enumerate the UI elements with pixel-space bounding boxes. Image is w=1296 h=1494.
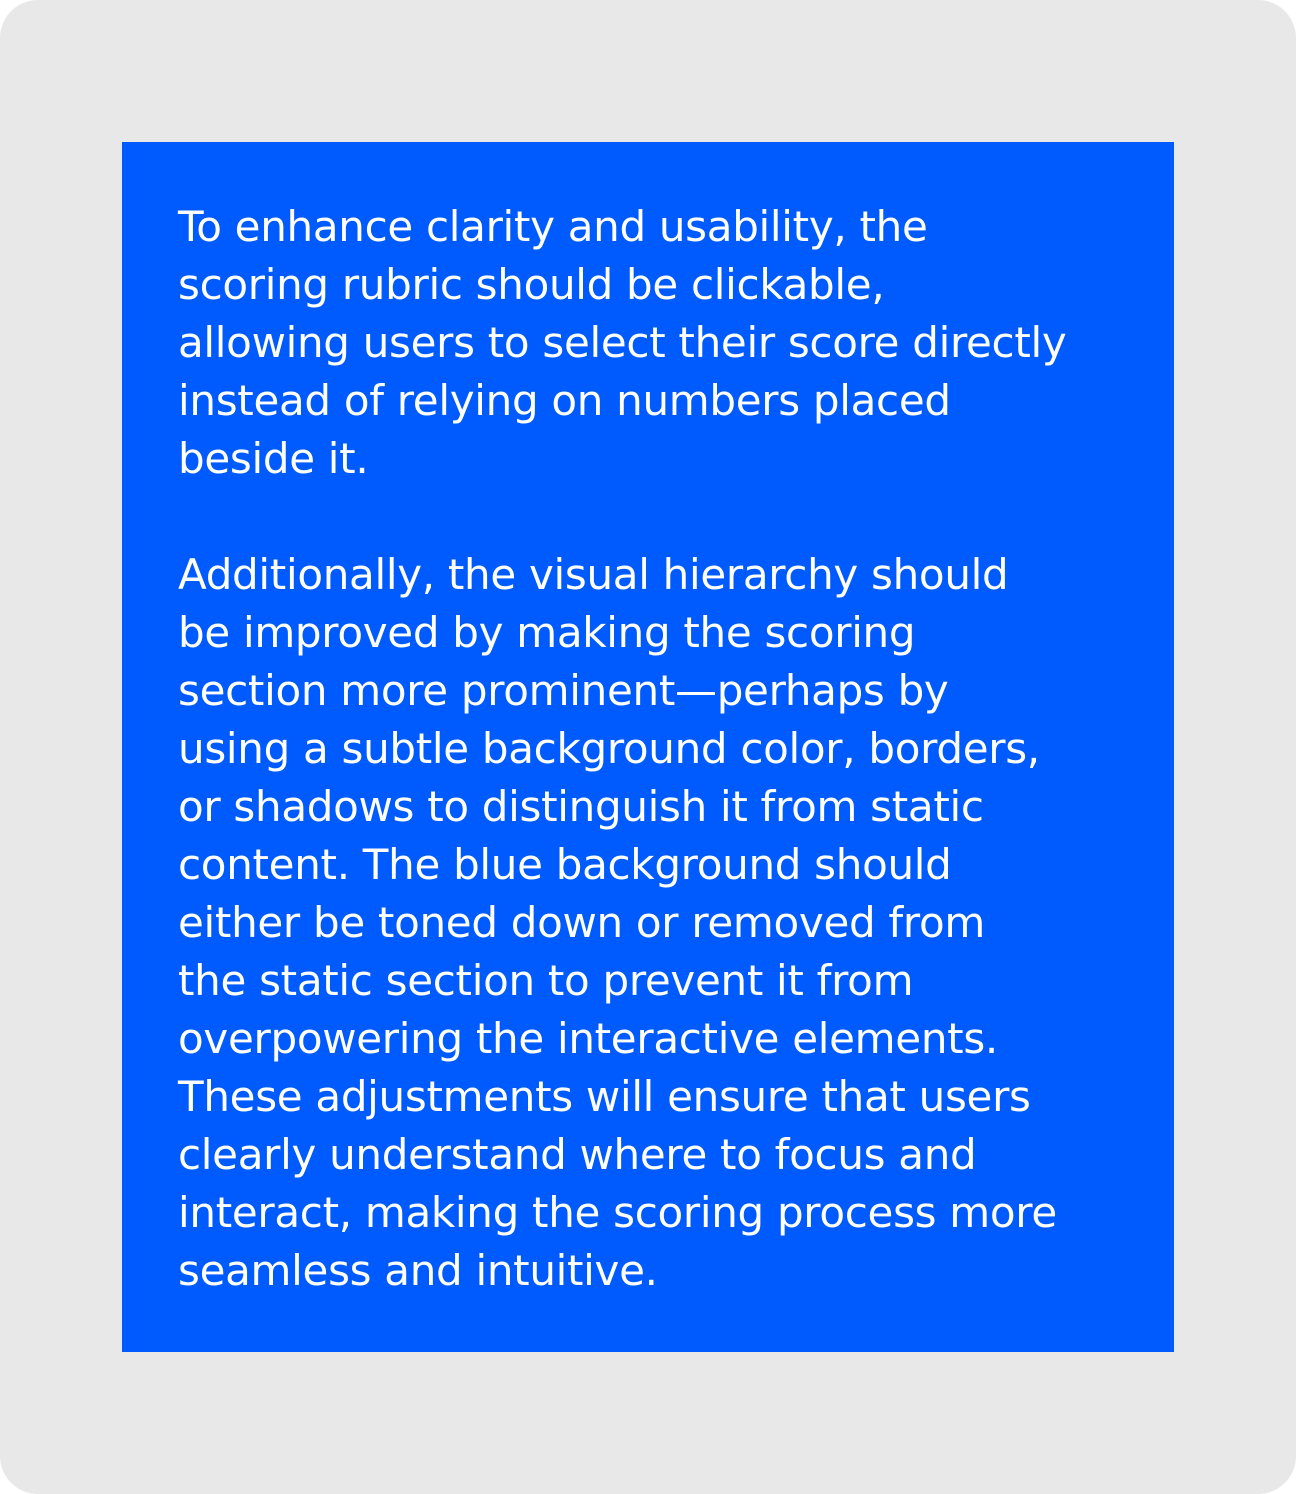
feedback-paragraph-visual-hierarchy: Additionally, the visual hierarchy should be improved by making the scoring section more prominent—perhaps by using a subtle background color, borders, or shadows to distinguish it from static content. The blue background should either be toned down or removed from the static section to prevent it from overpowering the interactive elements. These adjustments will ensure that users clearly understand where to focus and interact, making the scoring process more seamless and intuitive. (178, 550, 1057, 1295)
feedback-paragraph-clickable-rubric: To enhance clarity and usability, the scoring rubric should be clickable, allowing users to select their score directly instead of relying on numbers placed beside it. (178, 202, 1067, 483)
feedback-panel (122, 142, 1174, 1352)
